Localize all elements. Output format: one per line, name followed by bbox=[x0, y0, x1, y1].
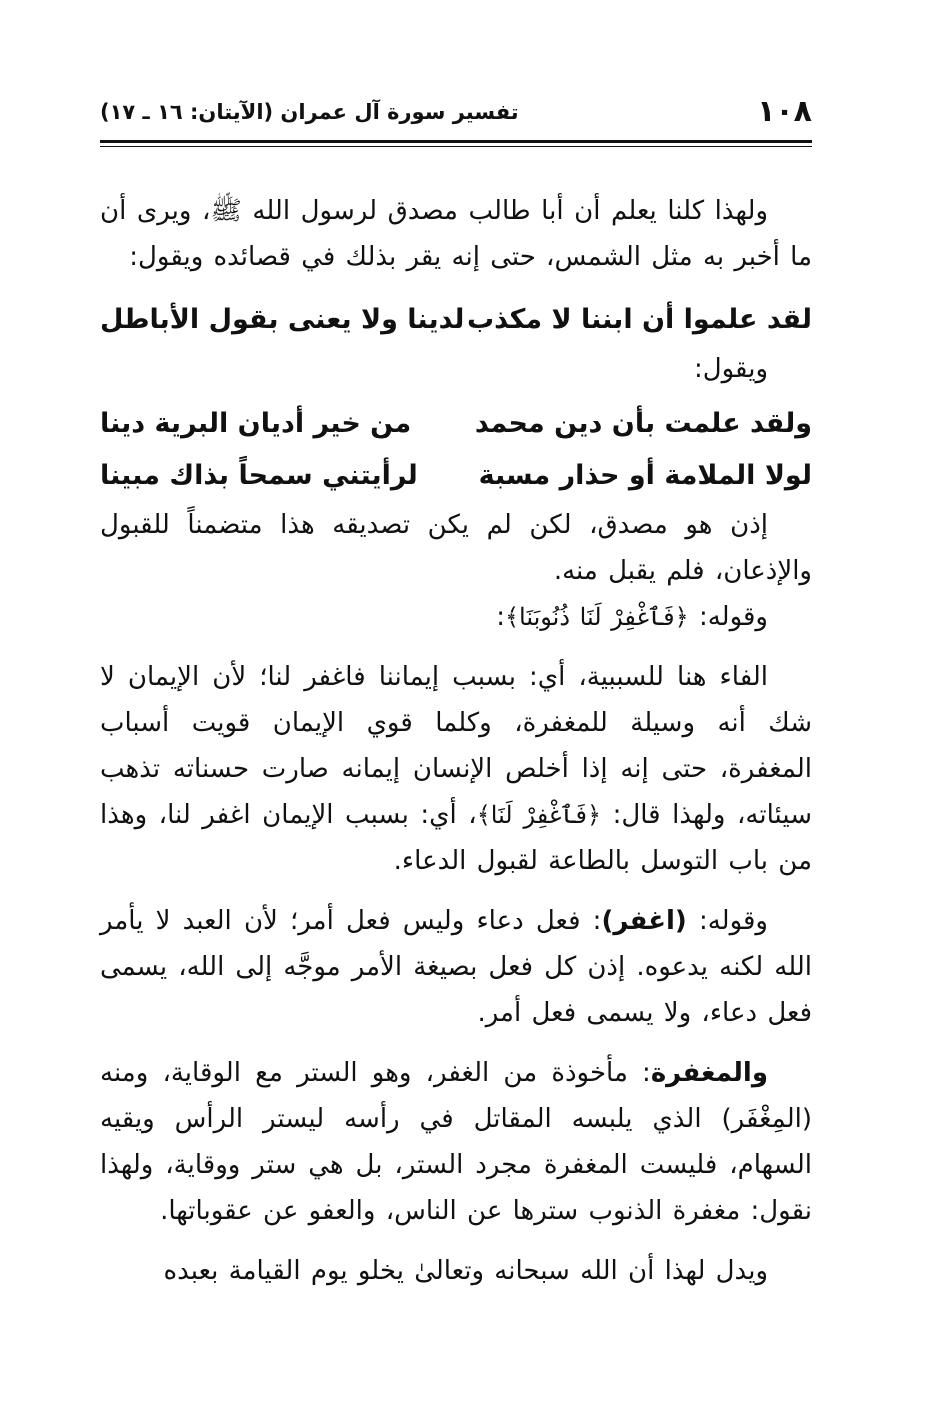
paragraph-evidence: ويدل لهذا أن الله سبحانه وتعالىٰ يخلو يوم القيامة بعبده bbox=[163, 1256, 768, 1286]
maghfira-term: والمغفرة bbox=[650, 1058, 768, 1088]
header-rule-thin bbox=[100, 146, 812, 147]
maghfira-explanation: : مأخوذة من الغفر، وهو الستر مع الوقاية، ومنه (المِغْفَر) الذي يلبسه المقاتل في رأسه ليستر الرأس ويقيه السهام، فليست المغفرة مجرد الستر، بل هي ستر ووقاية، ولهذا نقول: مغفرة الذنوب سترها عن الناس، والعفو عن عقوباتها. bbox=[100, 1058, 812, 1226]
quran-verse-forgive-our-sins: ﴿فَٱغْفِرْ لَنَا ذُنُوبَنَا﴾ bbox=[504, 603, 689, 631]
paragraph-maghfira bbox=[100, 1050, 812, 1234]
header-rule-thick bbox=[100, 140, 812, 143]
paragraph-causal-fa bbox=[100, 654, 812, 884]
paragraph-quran-quote bbox=[100, 594, 812, 640]
book-page bbox=[100, 92, 812, 1392]
paragraph-confirmation: إذن هو مصدق، لكن لم يكن تصديقه هذا متضمناً للقبول والإذعان، فلم يقبل منه. bbox=[100, 510, 812, 586]
paragraph-and-he-says: ويقول: bbox=[693, 354, 768, 384]
paragraph-ighfir bbox=[100, 898, 812, 1036]
page-body bbox=[100, 188, 812, 1294]
running-title: تفسير سورة آل عمران (الآيتان: ١٦ ـ ١٧) bbox=[100, 100, 519, 124]
ighfir-lead: وقوله: bbox=[686, 906, 768, 936]
verse-1-second-half: لدينا ولا يعنى بقول الأباطل bbox=[100, 304, 465, 335]
page-number: ١٠٨ bbox=[757, 94, 812, 129]
poem-verse-2 bbox=[100, 398, 812, 450]
causal-fa-text-b: ، أي: بسبب الإيمان اغفر لنا، وهذا من باب التوسل بالطاعة لقبول الدعاء. bbox=[100, 800, 812, 876]
verse-2-second-half: من خير أديان البرية دينا bbox=[100, 408, 412, 439]
verse-3-second-half: لرأيتني سمحاً بذاك مبينا bbox=[100, 460, 418, 491]
poem-verse-1 bbox=[100, 294, 812, 346]
quran-verse-forgive-us: ﴿فَٱغْفِرْ لَنَا﴾ bbox=[476, 801, 602, 829]
poem-verse-3 bbox=[100, 450, 812, 502]
verse-2-first-half: ولقد علمت بأن دين محمد bbox=[474, 408, 812, 439]
quote-tail: : bbox=[496, 602, 505, 632]
page-header bbox=[100, 92, 812, 136]
verse-3-first-half: لولا الملامة أو حذار مسبة bbox=[478, 460, 812, 491]
quote-lead: وقوله: bbox=[688, 602, 768, 632]
verse-1-first-half: لقد علموا أن ابننا لا مكذب bbox=[466, 304, 812, 335]
causal-fa-text-a: الفاء هنا للسببية، أي: بسبب إيماننا فاغفر لنا؛ لأن الإيمان لا شك أنه وسيلة للمغفرة، وكلما قوي الإيمان قويت أسباب المغفرة، حتى إنه إذا أخلص الإنسان إيمانه صارت حسناته تذهب سيئاته، ولهذا قال: bbox=[100, 662, 812, 830]
ighfir-term: (اغفر) bbox=[601, 906, 687, 936]
paragraph-abu-talib: ولهذا كلنا يعلم أن أبا طالب مصدق لرسول الله ﷺ، ويرى أن ما أخبر به مثل الشمس، حتى إنه يقر بذلك في قصائده ويقول: bbox=[100, 196, 812, 272]
ighfir-explanation: : فعل دعاء وليس فعل أمر؛ لأن العبد لا يأمر الله لكنه يدعوه. إذن كل فعل بصيغة الأمر موجَّه إلى الله، يسمى فعل دعاء، ولا يسمى فعل أمر. bbox=[100, 906, 812, 1028]
